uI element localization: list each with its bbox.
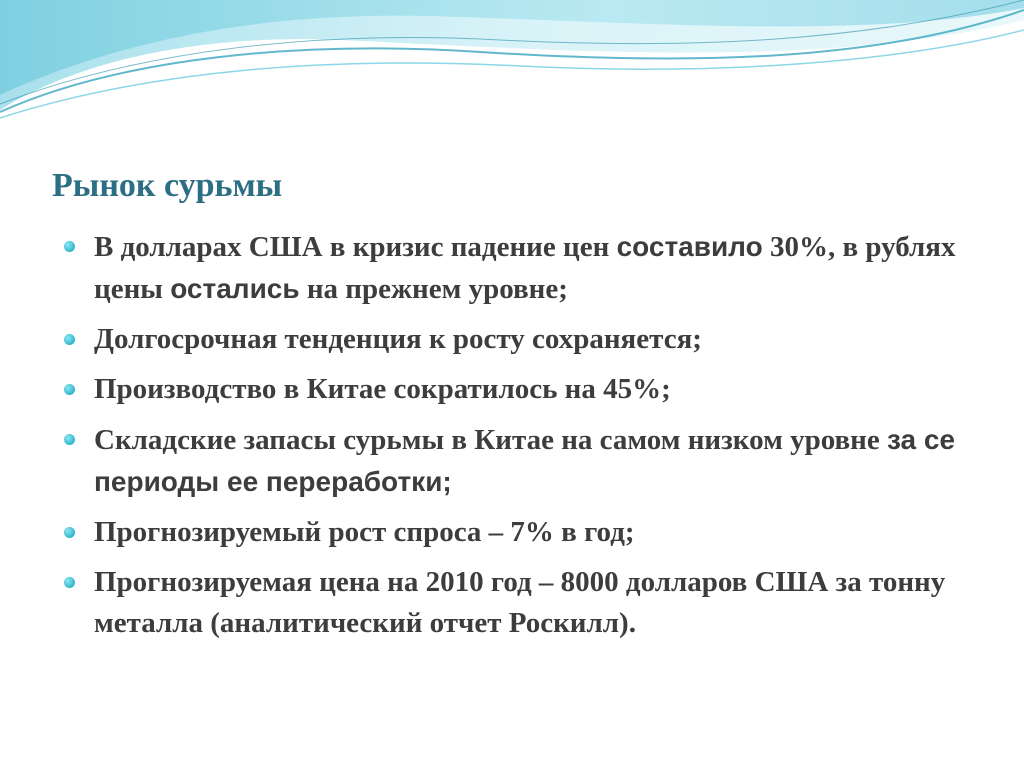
bullet-item [62, 226, 982, 310]
bullet-text-emphasis: остались [170, 273, 300, 304]
bullet-text: 30%, в рублях цены [94, 231, 956, 305]
bullet-text: Складские запасы сурьмы в Китае на самом низком уровне [94, 424, 887, 456]
bullet-text: Долгосрочная тенденция к росту сохраняется; [94, 323, 702, 355]
slide-title: Рынок сурьмы [52, 167, 283, 204]
bullet-dot-icon [64, 241, 75, 252]
bullet-dot-icon [64, 334, 75, 345]
bullet-text: Производство в Китае сократилось на 45%; [94, 373, 671, 405]
bullet-item [62, 419, 982, 503]
bullet-dot-icon [64, 577, 75, 588]
bullet-item [62, 562, 982, 644]
bullet-text: на прежнем уровне; [299, 273, 568, 305]
bullet-dot-icon [64, 434, 75, 445]
bullet-list [62, 226, 982, 653]
bullet-dot-icon [64, 527, 75, 538]
bullet-dot-icon [64, 384, 75, 395]
bullet-item [62, 319, 982, 360]
bullet-item [62, 512, 982, 553]
header-wave-decoration [0, 0, 1024, 130]
bullet-item [62, 369, 982, 410]
bullet-text: Прогнозируемая цена на 2010 год – 8000 долларов США за тонну металла (аналитический отчет Роскилл). [94, 566, 946, 639]
bullet-text: Прогнозируемый рост спроса – 7% в год; [94, 516, 635, 548]
bullet-text-emphasis: за се периоды ее переработки; [94, 424, 956, 497]
bullet-text-emphasis: составило [616, 231, 763, 262]
bullet-text: В долларах США в кризис падение цен [94, 231, 617, 263]
